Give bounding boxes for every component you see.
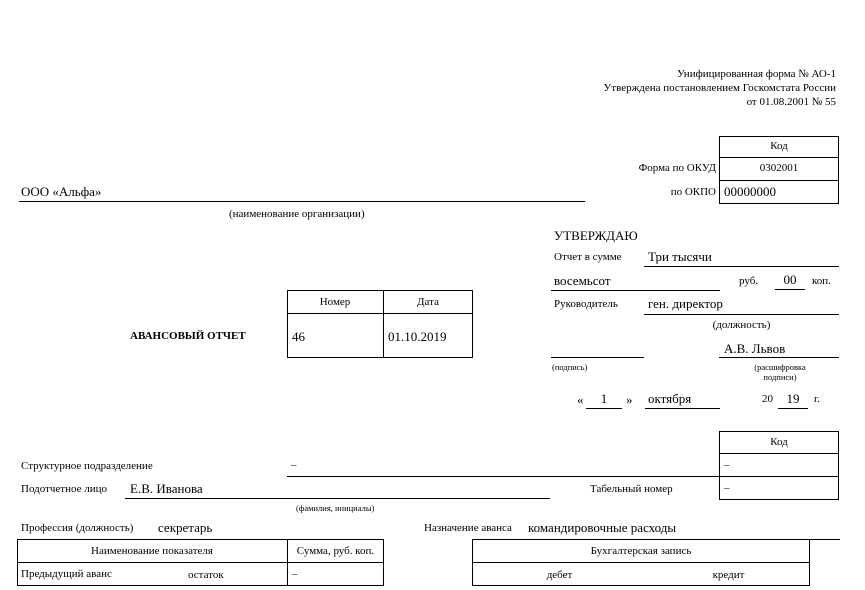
approval-title: УТВЕРЖДАЮ (554, 228, 638, 243)
decree-line: от 01.08.2001 № 55 (746, 96, 836, 108)
head-label: Руководитель (554, 298, 618, 310)
rub-label: руб. (739, 275, 759, 287)
person-label: Подотчетное лицо (21, 483, 108, 495)
organization-caption: (наименование организации) (229, 208, 365, 220)
form-code-line: Унифицированная форма № АО-1 (676, 68, 836, 80)
purpose-label: Назначение аванса (424, 522, 512, 534)
balance-label: остаток (188, 569, 224, 581)
person-caption: (фамилия, инициалы) (296, 503, 375, 513)
accounting-header: Бухгалтерская запись (590, 545, 692, 557)
approval-month: октября (648, 391, 692, 406)
kop-label: коп. (812, 275, 831, 287)
head-name: А.В. Львов (724, 341, 786, 356)
profession-label: Профессия (должность) (21, 522, 134, 534)
okpo-label: по ОКПО (670, 186, 716, 198)
number-header: Номер (319, 296, 351, 308)
okpo-value: 00000000 (724, 184, 776, 199)
date-header: Дата (417, 296, 439, 308)
employee-kod-header: Код (770, 436, 788, 448)
approval-year-suffix: г. (814, 393, 821, 405)
report-date: 01.10.2019 (388, 329, 447, 344)
kop-value: 00 (783, 272, 797, 287)
report-title: АВАНСОВЫЙ ОТЧЕТ (130, 330, 246, 342)
profession-value: секретарь (158, 520, 213, 535)
position-caption: (должность) (712, 319, 771, 331)
report-number: 46 (292, 329, 305, 344)
approval-year: 19 (786, 391, 800, 406)
okud-label: Форма по ОКУД (638, 162, 716, 174)
approval-line: Утверждена постановлением Госкомстата России (603, 82, 836, 94)
balance-value: – (292, 568, 298, 580)
kod-header: Код (770, 140, 788, 152)
sum-words-1: Три тысячи (648, 249, 712, 264)
dept-code: – (724, 459, 730, 471)
sum-label: Отчет в сумме (554, 251, 622, 263)
sum-header: Сумма, руб. коп. (296, 545, 375, 557)
indicator-header: Наименование показателя (91, 545, 213, 557)
purpose-value: командировочные расходы (528, 520, 677, 535)
dept-label: Структурное подразделение (21, 460, 153, 472)
approval-day: 1 (600, 391, 608, 406)
name-caption: (расшифровка подписи) (754, 362, 806, 382)
date-close-quote: » (626, 392, 633, 407)
debit-header: дебет (546, 569, 573, 581)
date-open-quote: « (577, 392, 584, 407)
person-name: Е.В. Иванова (130, 481, 203, 496)
signature-caption: (подпись) (552, 362, 588, 372)
tab-number-label: Табельный номер (590, 483, 673, 495)
head-position: ген. директор (648, 296, 723, 311)
previous-advance-label: Предыдущий аванс (21, 568, 112, 580)
credit-header: кредит (712, 569, 745, 581)
dept-value: – (291, 459, 297, 471)
organization-name: ООО «Альфа» (21, 184, 102, 199)
sum-words-2: восемьсот (554, 273, 611, 288)
tab-number-value: – (724, 482, 730, 494)
okud-value: 0302001 (759, 162, 799, 174)
approval-century: 20 (762, 393, 773, 405)
